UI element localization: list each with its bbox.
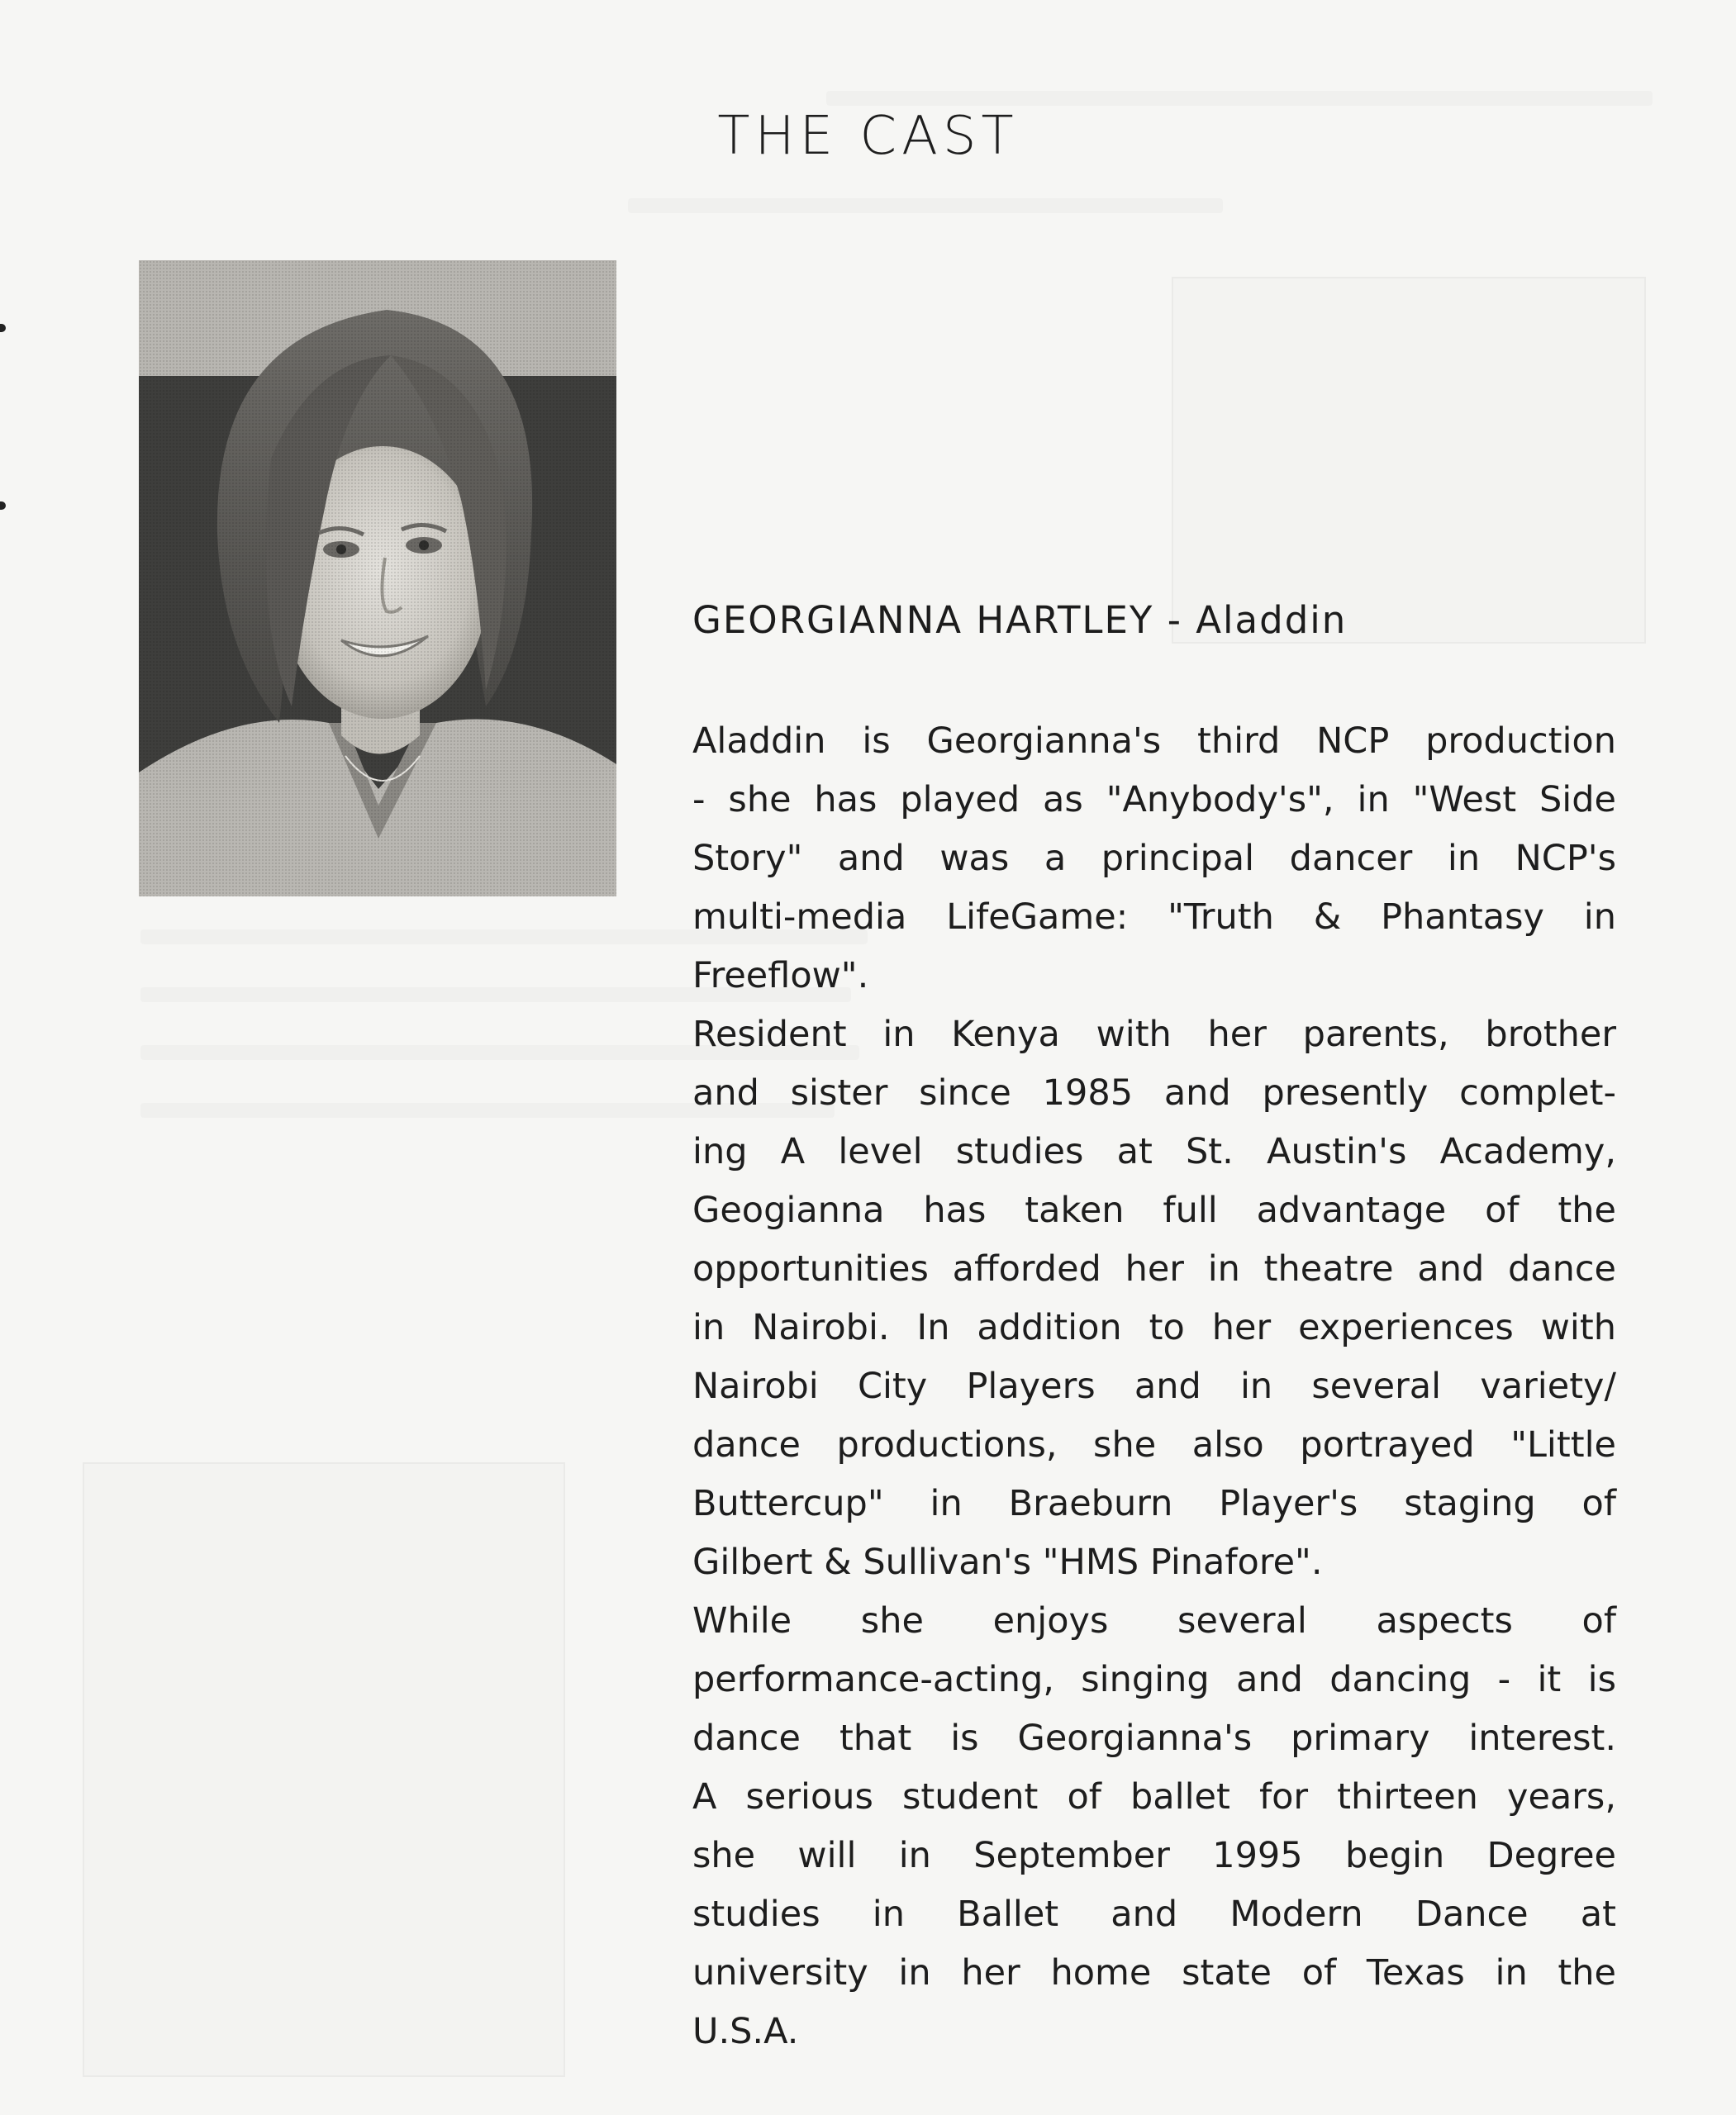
cast-member-heading: GEORGIANNA HARTLEY - Aladdin: [692, 598, 1348, 642]
binding-hole: [0, 501, 6, 510]
cast-portrait-photo: [139, 260, 616, 896]
bio-line: Aladdin is Georgianna's third NCP production: [692, 720, 1616, 762]
cast-member-biography: [692, 712, 1616, 2061]
bio-line: dance productions, she also portrayed "Little: [692, 1424, 1616, 1466]
bio-line: university in her home state of Texas in the: [692, 1952, 1616, 1994]
binding-hole: [0, 324, 6, 332]
bio-line: dance that is Georgianna's primary interest.: [692, 1718, 1616, 1759]
bio-line: Nairobi City Players and in several variety/: [692, 1366, 1616, 1407]
bio-line: - she has played as "Anybody's", in "West Side: [692, 779, 1616, 820]
page-title: THE CAST: [717, 106, 1019, 167]
bio-line: multi-media LifeGame: "Truth & Phantasy in: [692, 896, 1616, 938]
bleed-through-photo: [1172, 277, 1646, 644]
bio-line: opportunities afforded her in theatre and dance: [692, 1248, 1616, 1290]
bio-line: Geogianna has taken full advantage of the: [692, 1190, 1616, 1231]
bio-line: studies in Ballet and Modern Dance at: [692, 1894, 1616, 1935]
bleed-through-text: [826, 91, 1653, 106]
bleed-through-text: [628, 198, 1223, 213]
bio-line: and sister since 1985 and presently complet-: [692, 1072, 1616, 1114]
portrait-illustration: [139, 260, 616, 896]
bio-line: While she enjoys several aspects of: [692, 1600, 1616, 1642]
bio-line: A serious student of ballet for thirteen years,: [692, 1776, 1616, 1818]
bio-line: Freeflow".: [692, 955, 869, 996]
bio-line: ing A level studies at St. Austin's Academy,: [692, 1131, 1616, 1172]
bio-line: Resident in Kenya with her parents, brother: [692, 1014, 1616, 1055]
bio-line: Story" and was a principal dancer in NCP's: [692, 838, 1616, 879]
bio-line: Gilbert & Sullivan's "HMS Pinafore".: [692, 1542, 1323, 1583]
bio-line: in Nairobi. In addition to her experiences with: [692, 1307, 1616, 1348]
bio-line: U.S.A.: [692, 2011, 799, 2052]
bio-line: performance-acting, singing and dancing - it is: [692, 1659, 1616, 1700]
bleed-through-photo: [83, 1462, 565, 2077]
bio-line: she will in September 1995 begin Degree: [692, 1835, 1616, 1876]
bio-line: Buttercup" in Braeburn Player's staging of: [692, 1483, 1616, 1524]
